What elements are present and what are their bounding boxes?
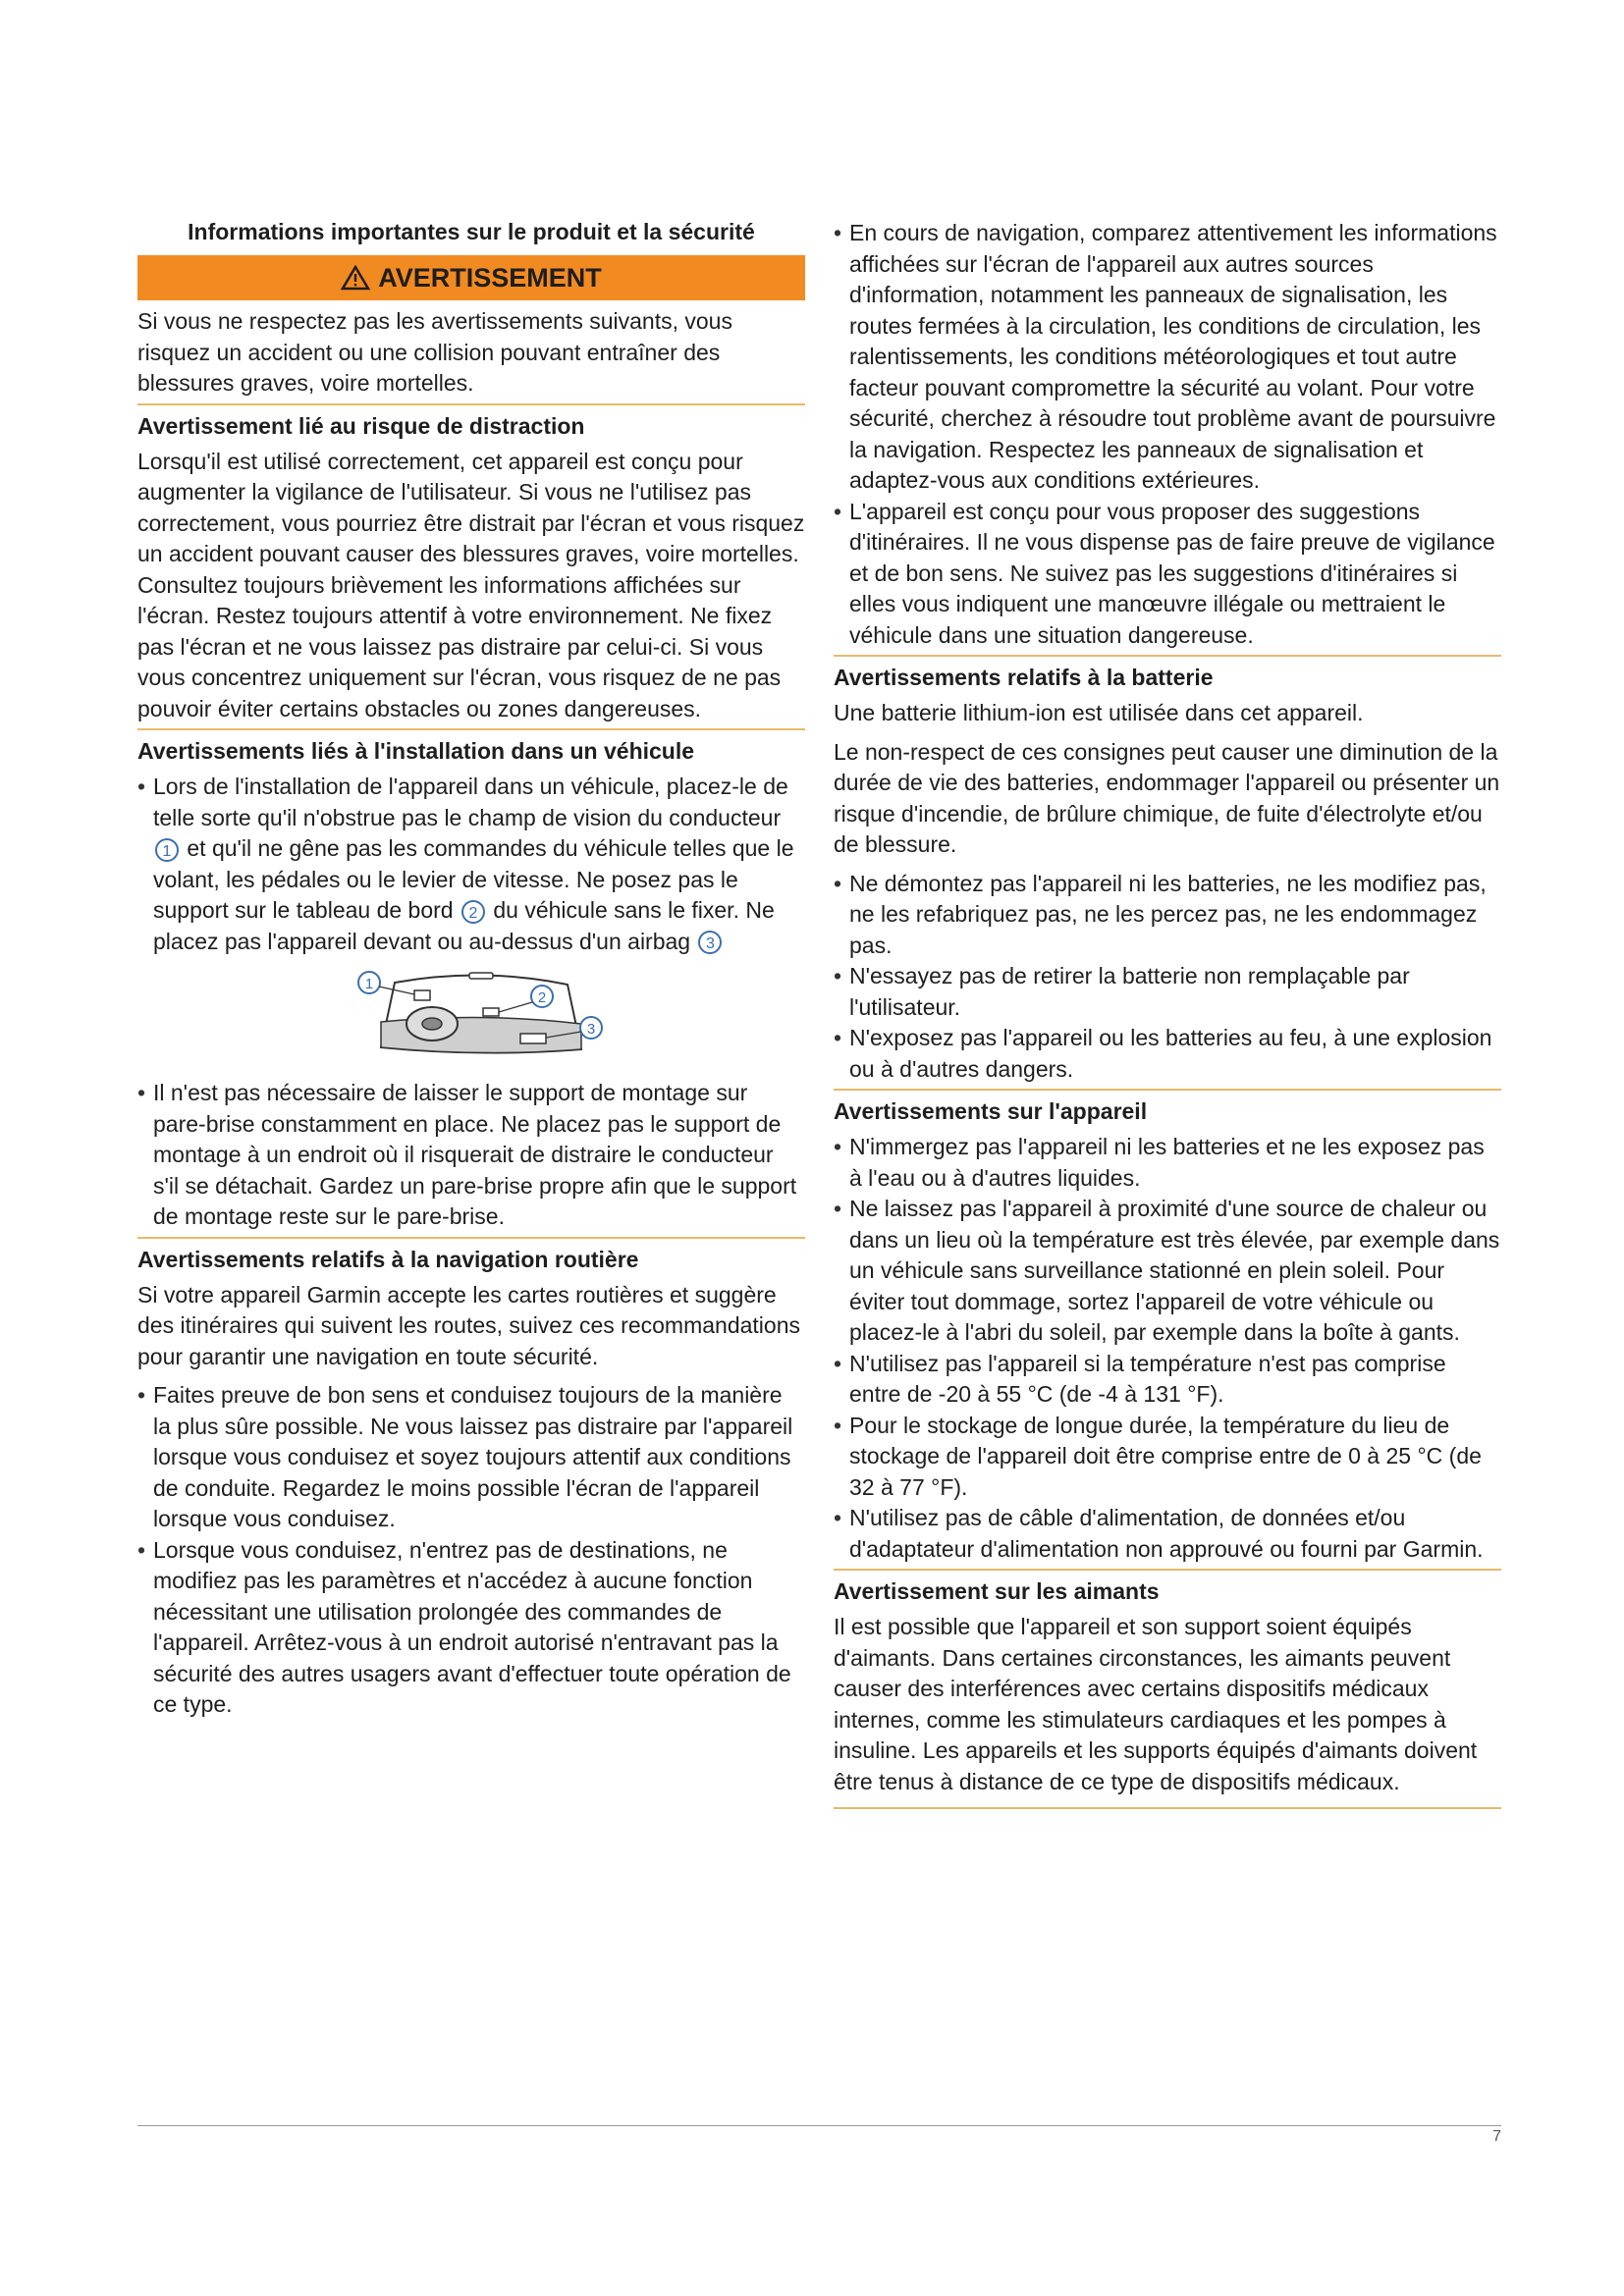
installation-list-2 bbox=[137, 1078, 805, 1233]
list-item: • Pour le stockage de longue durée, la température du lieu de stockage de l'appareil doit être comprise entre de 0 à 25 °C (de 32 à 77 °F). bbox=[834, 1411, 1501, 1504]
section-divider bbox=[137, 728, 805, 730]
page-title: Informations importantes sur le produit et la sécurité bbox=[188, 219, 755, 244]
diagram-label-1: 1 bbox=[364, 976, 374, 992]
warning-triangle-icon bbox=[341, 265, 370, 291]
navigation-text: Si votre appareil Garmin accepte les cartes routières et suggère des itinéraires qui suivent les routes, suivez ces recommandations pour garantir une navigation en toute sécurité. bbox=[137, 1281, 800, 1369]
distraction-title: Avertissement lié au risque de distraction bbox=[137, 412, 585, 439]
warning-label: AVERTISSEMENT bbox=[378, 262, 602, 293]
list-item: • Lorsque vous conduisez, n'entrez pas de destinations, ne modifiez pas les paramètres et n'accédez à aucune fonction nécessitant une utilisation prolongée des commandes de l'appareil. Arrêtez-vous à un endroit autorisé n'entravant pas la sécurité des autres usagers avant d'effectuer toute opération de ce type. bbox=[137, 1535, 805, 1721]
installation-bullet-1b: et qu'il ne gêne pas les commandes du véhicule telles que le volant, les pédales ou le levier de vitesse. Ne posez pas le support sur le tableau de bord bbox=[153, 835, 794, 923]
list-item: • En cours de navigation, comparez attentivement les informations affichées sur l'écran de l'appareil aux autres sources d'information, notamment les panneaux de signalisation, les routes fermées à la circulation, les conditions de circulation, les ralentissements, les conditions météorologiques et tout autre facteur pouvant compromettre la sécurité au volant. Pour votre sécurité, cherchez à résoudre tout problème avant de poursuivre la navigation. Respectez les panneaux de signalisation et adaptez-vous aux conditions extérieures. bbox=[834, 218, 1501, 497]
magnets-text: Il est possible que l'appareil et son support soient équipés d'aimants. Dans certaines circonstances, les aimants peuvent causer des interférences avec certains dispositifs médicaux internes, comme les stimulateurs cardiaques et les pompes à insuline. Les appareils et les supports équipés d'aimants doivent être tenus à distance de ce type de dispositifs médicaux. bbox=[834, 1614, 1478, 1794]
section-divider bbox=[834, 655, 1501, 657]
navigation-title: Avertissements relatifs à la navigation routière bbox=[137, 1246, 639, 1272]
installation-title: Avertissements liés à l'installation dans un véhicule bbox=[137, 738, 695, 764]
list-item: • Ne laissez pas l'appareil à proximité d'une source de chaleur ou dans un lieu où la température est très élevée, par exemple dans un véhicule sans surveillance stationné en plein soleil. Pour éviter tout dommage, sortez l'appareil de votre véhicule ou placez-le à l'abri du soleil, par exemple dans la boîte à gants. bbox=[834, 1194, 1501, 1349]
installation-bullet-1c: du véhicule sans le fixer. Ne placez pas l'appareil devant ou au-dessus d'un airbag bbox=[153, 897, 775, 954]
list-item: • N'essayez pas de retirer la batterie non remplaçable par l'utilisateur. bbox=[834, 961, 1501, 1023]
battery-title: Avertissements relatifs à la batterie bbox=[834, 665, 1214, 690]
list-item: • Ne démontez pas l'appareil ni les batteries, ne les modifiez pas, ne les refabriquez pas, ne les percez pas, ne les endommagez pas. bbox=[834, 869, 1501, 962]
section-divider bbox=[834, 1089, 1501, 1091]
list-item: • N'immergez pas l'appareil ni les batteries et ne les exposez pas à l'eau ou à d'autres liquides. bbox=[834, 1132, 1501, 1194]
list-item: • Faites preuve de bon sens et conduisez toujours de la manière la plus sûre possible. Ne vous laissez pas distraire par l'appareil lorsque vous conduisez et soyez toujours attentif aux conditions de conduite. Regardez le moins possible l'écran de l'appareil lorsque vous conduisez. bbox=[137, 1380, 805, 1535]
battery-text-2: Le non-respect de ces consignes peut causer une diminution de la durée de vie des batteries, endommager l'appareil ou présenter un risque d'incendie, de brûlure chimique, de fuite d'électrolyte et/ou de blessure. bbox=[834, 738, 1500, 857]
callout-1: 1 bbox=[155, 838, 179, 862]
page-number: 7 bbox=[1492, 2128, 1501, 2145]
navigation-list bbox=[137, 1380, 805, 1721]
installation-bullet-1a: Lors de l'installation de l'appareil dans un véhicule, placez-le de telle sorte qu'il n'obstrue pas le champ de vision du conducteur bbox=[153, 774, 788, 830]
section-divider bbox=[137, 403, 805, 405]
list-item bbox=[137, 772, 805, 957]
section-divider bbox=[834, 1569, 1501, 1571]
device-list bbox=[834, 1132, 1501, 1565]
distraction-text: Lorsqu'il est utilisé correctement, cet appareil est conçu pour augmenter la vigilance de l'utilisateur. Si vous ne l'utilisez pas correctement, vous pourriez être distrait par l'écran et vous risquez un accident pouvant causer des blessures graves, voire mortelles. Consultez toujours brièvement les informations affichées sur l'écran. Restez toujours attentif à votre environnement. Ne fixez pas l'écran et ne vous laissez pas distraire par celui-ci. Si vous vous concentrez uniquement sur l'écran, vous risquez de ne pas pouvoir éviter certains obstacles ou zones dangereuses. bbox=[137, 448, 805, 721]
right-column bbox=[834, 218, 1501, 1815]
list-item: • N'utilisez pas de câble d'alimentation, de données et/ou d'adaptateur d'alimentation non approuvé ou fourni par Garmin. bbox=[834, 1503, 1501, 1565]
list-item: • N'exposez pas l'appareil ou les batteries au feu, à une explosion ou à d'autres dangers. bbox=[834, 1023, 1501, 1085]
navigation-list-continued bbox=[834, 218, 1501, 651]
callout-3: 3 bbox=[698, 931, 722, 954]
magnets-title: Avertissement sur les aimants bbox=[834, 1578, 1160, 1604]
footer-divider bbox=[137, 2125, 1501, 2126]
list-item: • Il n'est pas nécessaire de laisser le support de montage sur pare-brise constamment en place. Ne placez pas le support de montage à un endroit où il risquerait de distraire le conducteur s'il se détachait. Gardez un pare-brise propre afin que le support de montage reste sur le pare-brise. bbox=[137, 1078, 805, 1233]
diagram-label-2: 2 bbox=[537, 989, 547, 1006]
section-divider bbox=[137, 1237, 805, 1239]
list-item: • L'appareil est conçu pour vous proposer des suggestions d'itinéraires. Il ne vous dispense pas de faire preuve de vigilance et de bon sens. Ne suivez pas les suggestions d'itinéraires si elles vous indiquent une manœuvre illégale ou mettraient le véhicule dans une situation dangereuse. bbox=[834, 497, 1501, 652]
battery-text-1: Une batterie lithium-ion est utilisée dans cet appareil. bbox=[834, 700, 1364, 725]
battery-list bbox=[834, 869, 1501, 1086]
left-column bbox=[137, 218, 805, 1721]
diagram-label-3: 3 bbox=[586, 1021, 596, 1038]
installation-list bbox=[137, 772, 805, 957]
callout-2: 2 bbox=[461, 900, 485, 924]
warning-banner bbox=[137, 255, 805, 300]
warning-text: Si vous ne respectez pas les avertissements suivants, vous risquez un accident ou une collision pouvant entraîner des blessures graves, voire mortelles. bbox=[137, 308, 732, 396]
list-item: • N'utilisez pas l'appareil si la température n'est pas comprise entre de -20 à 55 °C (de -4 à 131 °F). bbox=[834, 1349, 1501, 1411]
device-title: Avertissements sur l'appareil bbox=[834, 1098, 1148, 1124]
section-divider bbox=[834, 1807, 1501, 1809]
dashboard-diagram bbox=[137, 963, 805, 1065]
